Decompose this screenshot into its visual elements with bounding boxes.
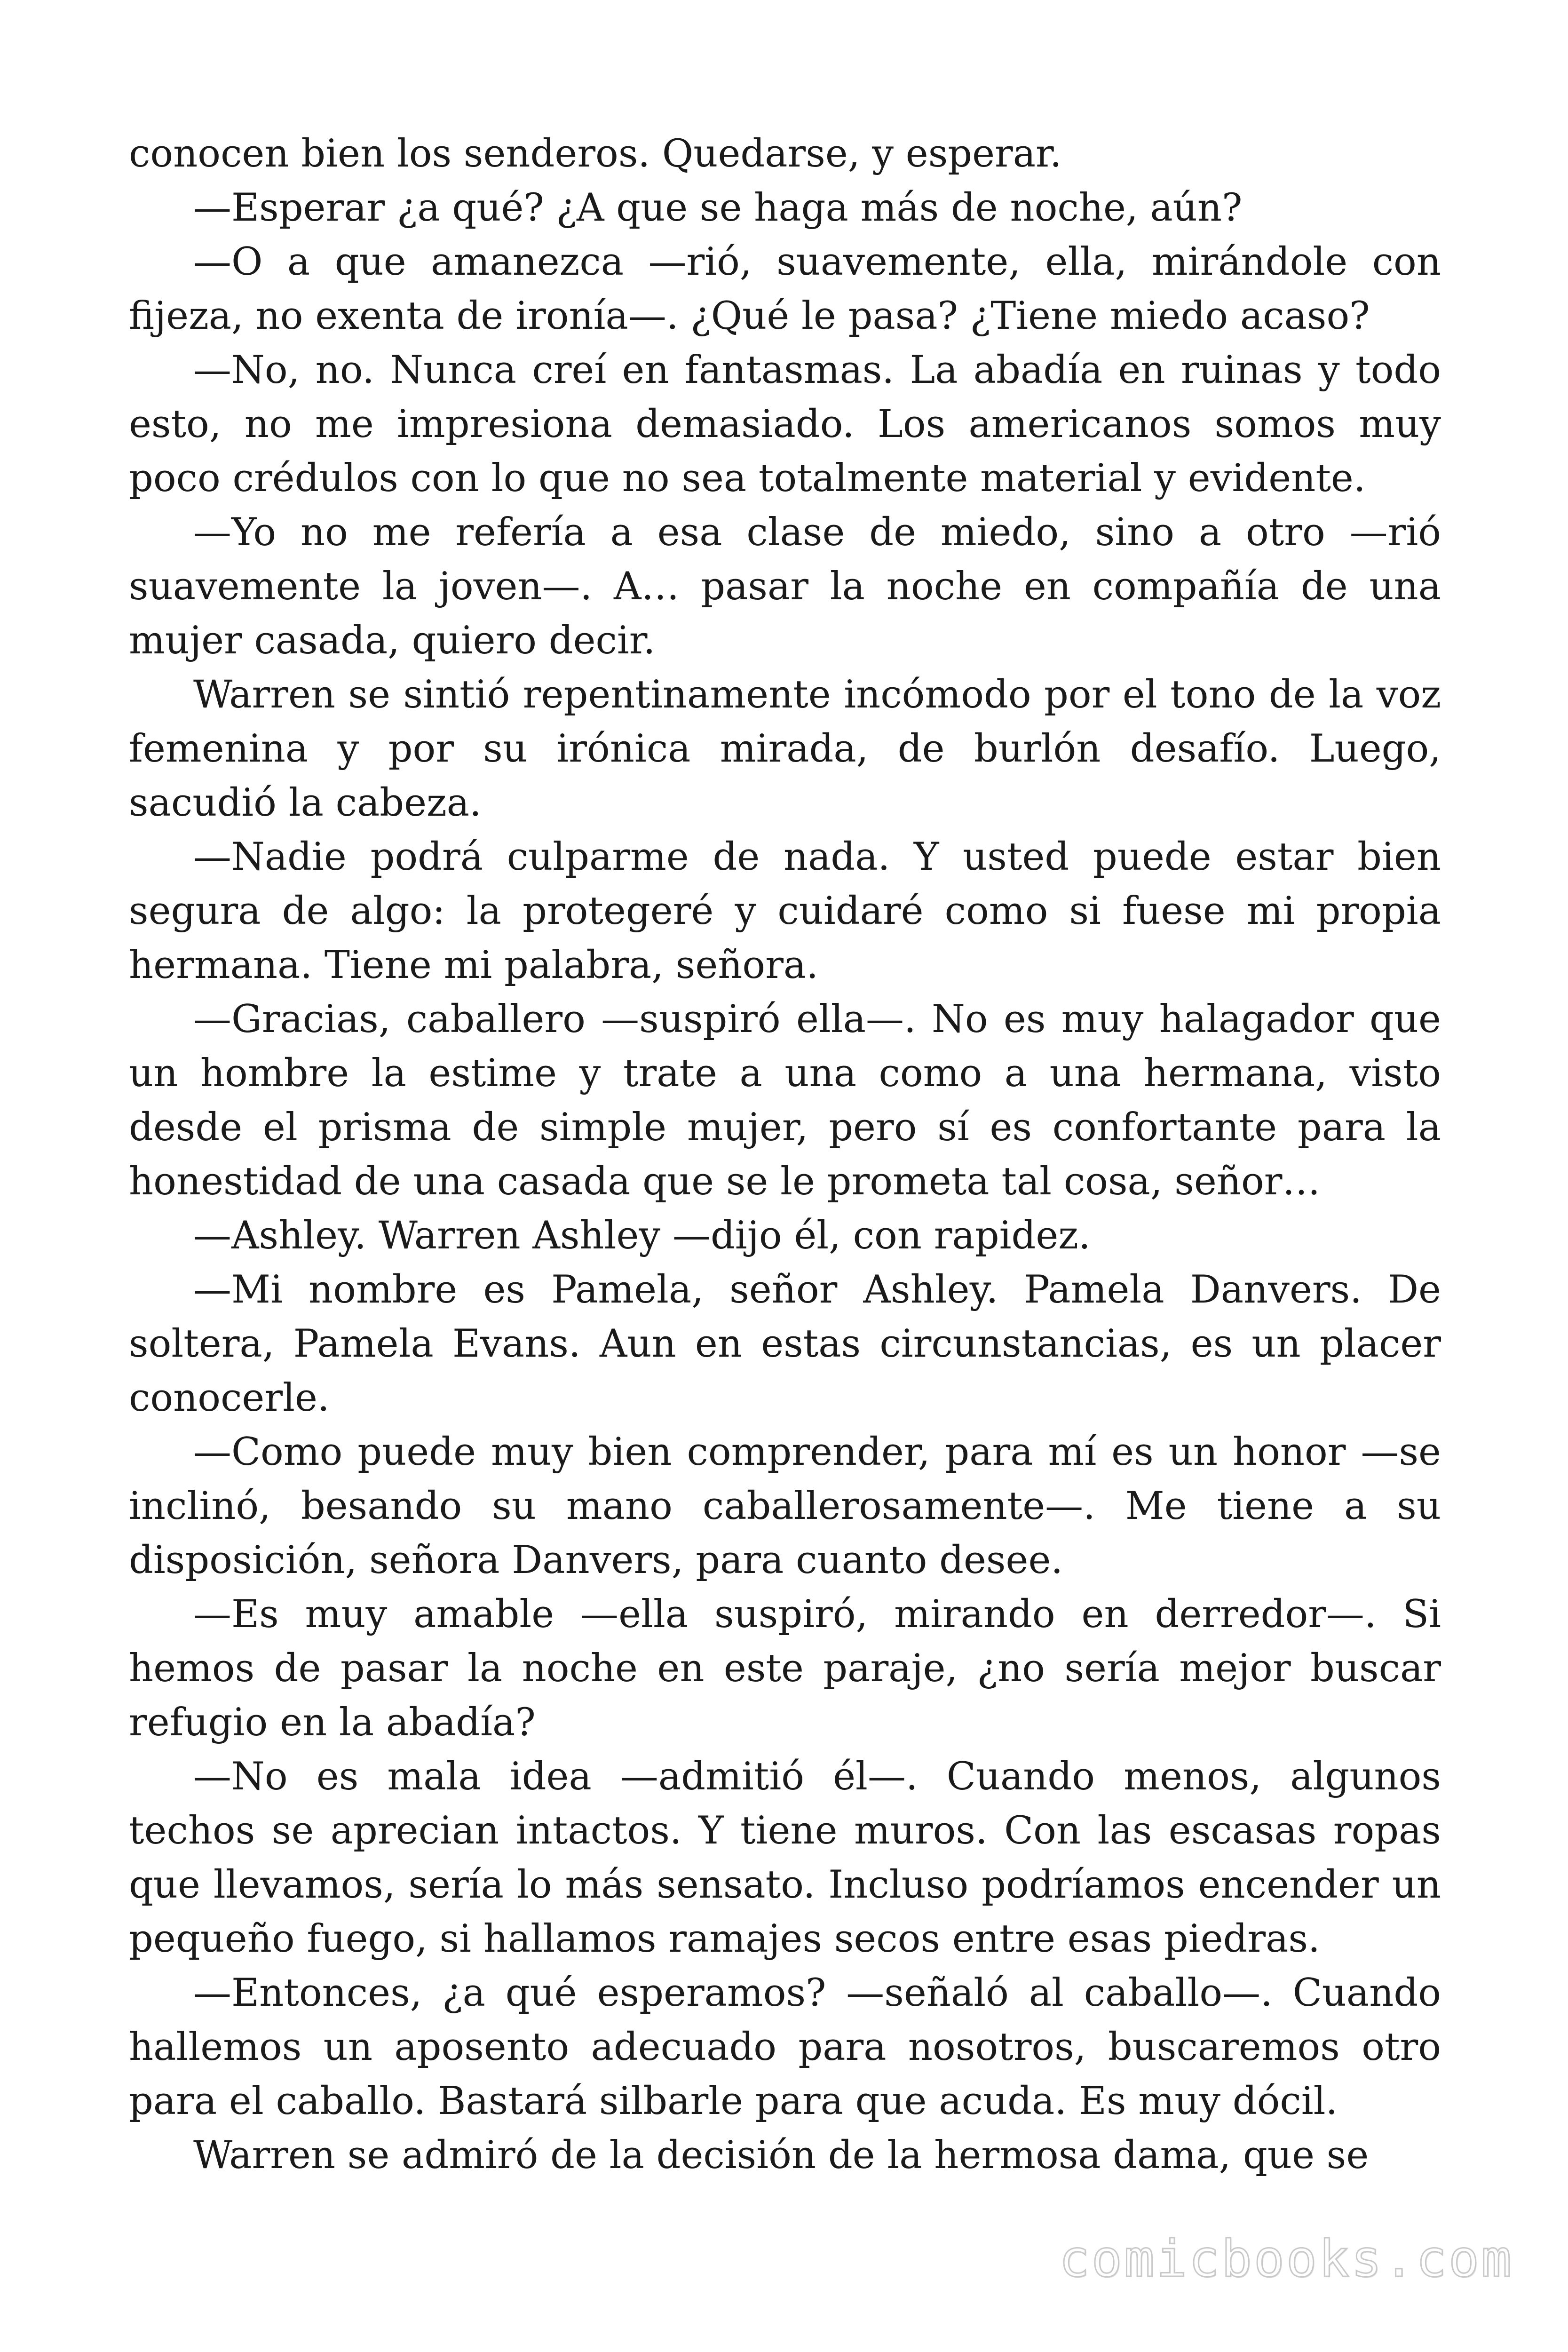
paragraph: —Esperar ¿a qué? ¿A que se haga más de noche, aún? xyxy=(193,186,1243,230)
watermark: comicbooks.com xyxy=(1059,2230,1513,2288)
paragraph: —Ashley. Warren Ashley —dijo él, con rapidez. xyxy=(193,1214,1091,1258)
paragraph: —No, no. Nunca creí en fantasmas. La abadía en ruinas y todo esto, no me impresiona demasiado. Los americanos somos muy poco crédulos con lo que no sea totalmente material y evidente. xyxy=(129,348,1441,501)
paragraph: —Como puede muy bien comprender, para mí es un honor —se inclinó, besando su mano caballerosamente—. Me tiene a su disposición, señora Danvers, para cuanto desee. xyxy=(129,1430,1441,1582)
paragraph: —O a que amanezca —rió, suavemente, ella, mirándole con fijeza, no exenta de ironía—. ¿Qué le pasa? ¿Tiene miedo acaso? xyxy=(129,240,1441,338)
paragraph: —Nadie podrá culparme de nada. Y usted puede estar bien segura de algo: la protegeré y cuidaré como si fuese mi propia hermana. Tiene mi palabra, señora. xyxy=(129,835,1441,987)
paragraph: —Es muy amable —ella suspiró, mirando en derredor—. Si hemos de pasar la noche en este paraje, ¿no sería mejor buscar refugio en la abadía? xyxy=(129,1592,1441,1745)
book-page-text xyxy=(129,127,1441,2183)
paragraph: —Entonces, ¿a qué esperamos? —señaló al caballo—. Cuando hallemos un aposento adecuado para nosotros, buscaremos otro para el caballo. Bastará silbarle para que acuda. Es muy dócil. xyxy=(129,1971,1441,2123)
paragraph: —Gracias, caballero —suspiró ella—. No es muy halagador que un hombre la estime y trate a una como a una hermana, visto desde el prisma de simple mujer, pero sí es confortante para la honestidad de una casada que se le prometa tal cosa, señor… xyxy=(129,997,1441,1204)
paragraph: —Yo no me refería a esa clase de miedo, sino a otro —rió suavemente la joven—. A… pasar la noche en compañía de una mujer casada, quiero decir. xyxy=(129,510,1441,663)
paragraph: —No es mala idea —admitió él—. Cuando menos, algunos techos se aprecian intactos. Y tiene muros. Con las escasas ropas que llevamos, sería lo más sensato. Incluso podríamos encender un pequeño fuego, si hallamos ramajes secos entre esas piedras. xyxy=(129,1755,1441,1961)
paragraph: Warren se admiró de la decisión de la hermosa dama, que se xyxy=(193,2133,1369,2177)
paragraph: Warren se sintió repentinamente incómodo por el tono de la voz femenina y por su irónica mirada, de burlón desafío. Luego, sacudió la cabeza. xyxy=(129,673,1441,825)
paragraph: —Mi nombre es Pamela, señor Ashley. Pamela Danvers. De soltera, Pamela Evans. Aun en estas circunstancias, es un placer conocerle. xyxy=(129,1268,1441,1420)
paragraph: conocen bien los senderos. Quedarse, y esperar. xyxy=(129,132,1062,176)
